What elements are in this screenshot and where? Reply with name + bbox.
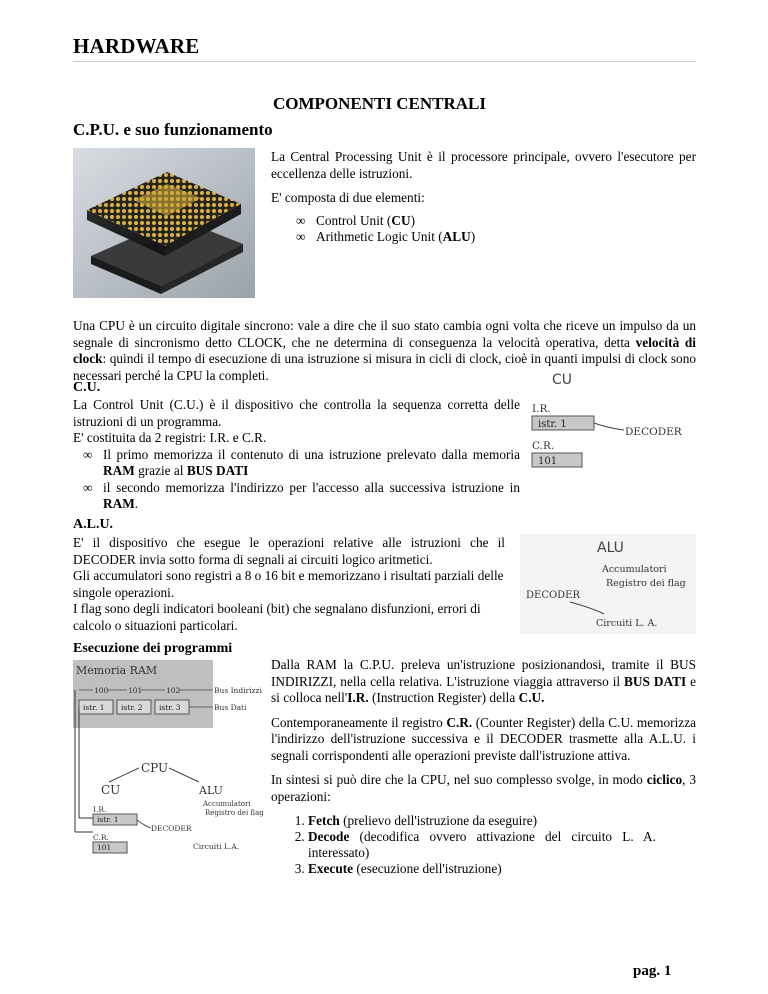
list-item: ∞ Arithmetic Logic Unit (ALU): [296, 229, 476, 244]
cpu-clock-paragraph: Una CPU è un circuito digitale sincrono: vale a dire che il suo stato cambia ogni volta che riceve un impulso da un segnale di sincronismo detto CLOCK, che ne determina di conseguenza la velocità operativa, detta velocità di clock: quindi il tempo di esecuzione di una istruzione si misura in cicli di clock, cioè in quanti impulsi di clock sono necessari perché la CPU la completi.: [73, 318, 697, 383]
alu-text: E' il dispositivo che esegue le operazioni relative alle istruzioni che il DECODER invia sotto forma di segnali ai circuiti logico aritmetici.: [73, 535, 505, 567]
cpu-intro: [271, 149, 696, 246]
alu-text2: Gli accumulatori sono registri a 8 o 16 bit e memorizzano i risultati parziali delle singole operazioni.: [73, 568, 504, 600]
exec-steps-list: [280, 813, 696, 877]
exec-p1: Dalla RAM la C.P.U. preleva un'istruzione posizionandosi, tramite il BUS INDIRIZZI, nella cella relativa. L'istruzione viaggia attraverso il BUS DATI e si colloca nell'I.R. (Instruction Register) della C.U.: [271, 657, 696, 705]
exec-body: [271, 657, 696, 877]
cu-diagram-ir-label: I.R.: [532, 403, 551, 415]
alu-diagram-flag: Registro dei flag: [606, 578, 686, 589]
cu-line1: La Control Unit (C.U.) è il dispositivo che controlla la sequenza corretta delle istruzioni di un programma.: [73, 397, 520, 429]
ir-value: istr. 1: [97, 815, 119, 824]
cpu-label: CPU: [141, 761, 169, 775]
alu-diagram-decoder: DECODER: [526, 590, 581, 601]
alu-diagram: [520, 534, 696, 634]
exec-diagram: [73, 660, 263, 862]
alu-diagram-circuits: Circuiti L. A.: [596, 618, 658, 629]
cu-heading: C.U.: [73, 380, 101, 395]
bus-indirizzi-label: Bus Indirizzi: [214, 686, 262, 695]
alu-diagram-title: ALU: [597, 540, 624, 556]
ram-addr: 100: [94, 686, 109, 695]
ram-addr: 101: [128, 686, 143, 695]
page-header-title: HARDWARE: [73, 34, 200, 58]
acc-label: Accumulatori: [203, 800, 251, 808]
ram-cell: istr. 2: [121, 703, 143, 712]
cu-diagram: [528, 370, 696, 482]
decoder-label: DECODER: [151, 824, 192, 833]
circuits-label: Circuiti L.A.: [193, 842, 240, 851]
ram-cell: istr. 1: [83, 703, 105, 712]
cu-label: CU: [101, 783, 121, 797]
list-item: 2. Decode (decodifica ovvero attivazione del circuito L. A. interessato): [308, 829, 656, 861]
cpu-heading: C.P.U. e suo funzionamento: [73, 120, 273, 139]
page-number: pag. 1: [633, 963, 672, 979]
cu-registers-list: [83, 447, 520, 513]
infinity-bullet-icon: ∞: [296, 212, 306, 228]
cpu-components-list: [296, 213, 696, 246]
list-item: 3. Execute (esecuzione dell'istruzione): [308, 861, 656, 877]
section-title: COMPONENTI CENTRALI: [273, 94, 486, 113]
cu-body: [73, 397, 520, 513]
cu-diagram-decoder: DECODER: [625, 426, 682, 438]
cpu-intro-text: La Central Processing Unit è il processore principale, ovvero l'esecutore per eccellenza delle istruzioni.: [271, 149, 696, 181]
cu-diagram-cr-value: 101: [538, 456, 558, 467]
infinity-bullet-icon: ∞: [83, 479, 93, 495]
ir-label: I.R.: [93, 805, 107, 814]
cu-line2: E' costituita da 2 registri: I.R. e C.R.: [73, 430, 267, 445]
list-item: 1. Fetch (prelievo dell'istruzione da eseguire): [308, 813, 656, 829]
cpu-chip-image: [73, 148, 255, 298]
ram-addr: 102: [166, 686, 181, 695]
ram-cell: istr. 3: [159, 703, 181, 712]
list-item: ∞ Il primo memorizza il contenuto di una istruzione prelevato dalla memoria RAM grazie al BUS DATI: [83, 446, 520, 478]
exec-p3: In sintesi si può dire che la CPU, nel suo complesso svolge, in modo ciclico, 3 operazioni:: [271, 772, 696, 804]
ram-label: Memoria RAM: [76, 664, 158, 677]
alu-label: ALU: [199, 784, 223, 797]
exec-p2: Contemporaneamente il registro C.R. (Counter Register) della C.U. memorizza l'indirizzo dell'istruzione successiva e il DECODER trasmette alla A.L.U. i segnali corrispondenti alle operazioni previste dall'istruzione attiva.: [271, 714, 696, 763]
cpu-composed-text: E' composta di due elementi:: [271, 190, 425, 205]
bus-dati-label: Bus Dati: [214, 703, 247, 712]
infinity-bullet-icon: ∞: [83, 446, 93, 462]
exec-heading: Esecuzione dei programmi: [73, 641, 233, 656]
cr-value: 101: [97, 843, 112, 852]
alu-text3: I flag sono degli indicatori booleani (bit) che segnalano disfunzioni, errori di calcolo o situazioni particolari.: [73, 601, 481, 633]
cu-diagram-cr-label: C.R.: [532, 440, 555, 452]
cr-label: C.R.: [93, 833, 109, 842]
alu-body: [73, 535, 505, 634]
list-item: ∞ il secondo memorizza l'indirizzo per l'accesso alla successiva istruzione in RAM.: [83, 479, 520, 511]
header-rule: [73, 61, 696, 62]
alu-diagram-acc: Accumulatori: [602, 564, 667, 575]
list-item: ∞ Control Unit (CU): [296, 212, 416, 228]
infinity-bullet-icon: ∞: [296, 229, 306, 244]
flag-label: Registro dei flag: [205, 809, 263, 817]
cu-diagram-title: CU: [552, 372, 573, 388]
alu-heading: A.L.U.: [73, 517, 114, 532]
cu-diagram-ir-value: istr. 1: [538, 419, 567, 430]
